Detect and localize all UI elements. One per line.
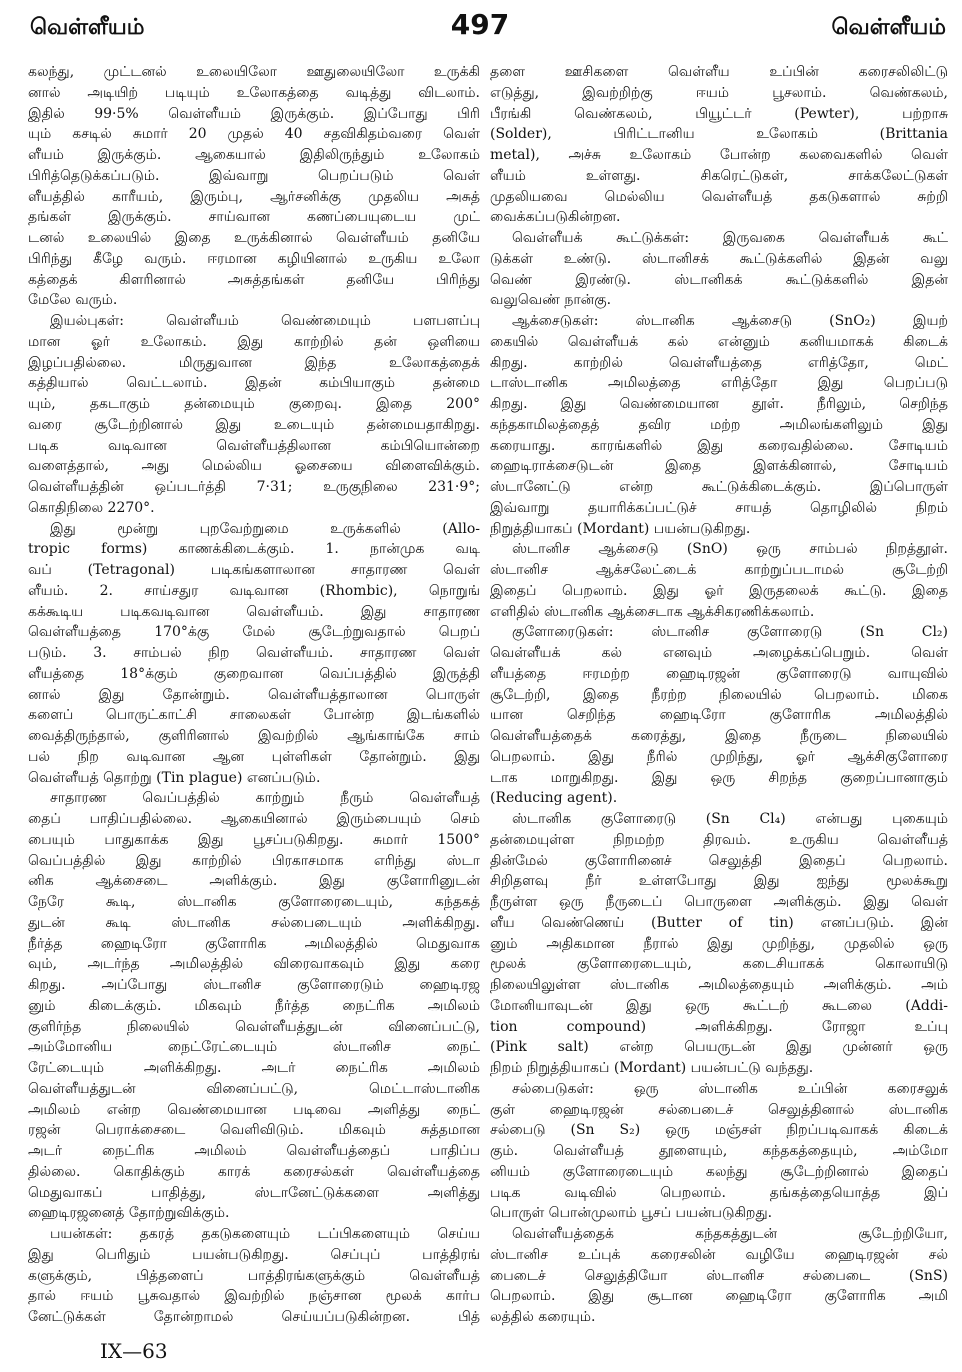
text-line: பெறலாம். இது சூடான ஹைடிரோ குளோரிக அமி [490, 1288, 948, 1305]
text-line: பல் நிற வடிவான ஆன புள்ளிகள் தோன்றும். இது [28, 748, 480, 765]
text-line: ளீயம் இருக்கும். ஆகையால் இதிலிருந்தும் உலோகம் [28, 147, 480, 163]
text-line: அமிலம் என்ற வெண்மையான படிவை அளித்து நைட் [28, 1101, 480, 1118]
text-line: எளிதில் ஸ்டானிக ஆக்சைடாக ஆக்சிகரணிக்கலாம். [490, 603, 815, 620]
text-line: கிறது. அப்போது ஸ்டானிச குளோரைடும் ஹைடிரஜ [28, 977, 480, 993]
text-line: ளீயம். 2. சாய்சதுர வடிவான (Rhombic), நொறுங் [28, 582, 480, 599]
text-line: கக்கூடிய படிகவடிவான வெள்ளீயம். இது சாதாரண [28, 603, 480, 620]
text-line: களைப் பொருட்காட்சி சாலைகள் போன்ற இடங்களில் [28, 707, 480, 724]
text-line: வெள்ளீயத்தைக் கந்தகத்துடன் சூடேற்றியோ, [512, 1226, 948, 1242]
text-line: படிக வடிவான வெள்ளீயத்திலான கம்பியொன்றை [28, 437, 480, 454]
text-line: வளைத்தால், அது மெல்லிய ஓசையை விளைவிக்கும். [28, 458, 480, 475]
text-line: னால் அடியிற் படியும் உலோகத்தை வடித்து விடலாம். [28, 84, 480, 101]
text-line: ளீய வெண்ணெய் (Butter of tin) எனப்படும். இன் [490, 914, 948, 931]
text-line: வெண் இரண்டு. ஸ்டானிகக் கூட்டுக்களில் இதன் [490, 271, 948, 288]
text-line: கொதிநிலை 2270°. [28, 499, 155, 516]
footer-signature: IX—63 [100, 1339, 168, 1363]
text-line: ளீயத்தில் காரீயம், இரும்பு, ஆர்சனிக்கு முதலிய அசுத் [28, 188, 480, 205]
text-line: தில்லை. கொதிக்கும் காரக் கரைசல்கள் வெள்ளீயத்தை [28, 1163, 480, 1180]
text-line: இது மூன்று புறவேற்றுமை உருக்களில் (Allo- [50, 520, 480, 537]
text-line: குள் ஹைடிரஜன் சல்பைடைச் செலுத்தினால் ஸ்டானிக [490, 1101, 948, 1118]
left-column [28, 62, 480, 1334]
text-line: டனல் உலையில் இதை உருக்கினால் வெள்ளீயம் தனியே [28, 230, 480, 246]
text-line: பீரங்கி வெண்கலம், பியூட்டர் (Pewter), பற்றாசு [490, 105, 948, 122]
page-number: 497 [450, 8, 510, 41]
text-line: இயல்புகள்: வெள்ளீயம் வெண்மையும் பளபளப்பு [50, 313, 480, 329]
text-line: பைடைச் செலுத்தியோ ஸ்டானிச சல்பைடை (SnS) [490, 1267, 948, 1284]
text-line: வப் (Tetragonal) படிகங்களாலான சாதாரண வெள் [28, 562, 480, 578]
text-line: தளை ஊசிகளை வெள்ளீய உப்பின் கரைசலிலிட்டு [490, 64, 948, 80]
text-line: நிலையிலுள்ள ஸ்டானிக அமிலத்தையும் அளிக்கும். அம் [490, 977, 948, 993]
text-line: வெப்பத்தில் இது காற்றில் பிரகாசமாக எரிந்து ஸ்டா [28, 852, 480, 869]
text-line: metal), அச்சு உலோகம் போன்ற கலவைகளில் வெள் [490, 147, 948, 163]
text-line: அடர் நைட்ரிக அமிலம் வெள்ளீயத்தைப் பாதிப்ப [28, 1143, 480, 1159]
text-line: ரேட்டையும் அளிக்கிறது. அடர் நைட்ரிக அமிலம் [28, 1060, 480, 1076]
text-line: யான செறிந்த ஹைடிரோ குளோரிக அமிலத்தில் [490, 707, 948, 724]
text-line: வெள்ளீயத்தைக் கரைத்து, இதை நீருடை நிலையில் [490, 728, 948, 744]
text-line: வெள்ளீயக் கூட்டுக்கள்: இருவகை வெள்ளீயக் கூட் [512, 230, 948, 246]
text-line: வைத்திருந்தால், குளிரினால் இவற்றில் ஆங்காங்கே சாம் [28, 728, 480, 744]
text-line: ஸ்டானிச ஆக்சைடு (SnO) ஒரு சாம்பல் நிறத்தூள். [512, 541, 948, 558]
text-line: குளோரைடுகள்: ஸ்டானிச குளோரைடு (Sn Cl₂) [512, 624, 948, 641]
text-line: கத்தியால் வெட்டலாம். இதன் கம்பியாகும் தன்மை [28, 375, 480, 392]
running-head-left: வெள்ளீயம் [30, 14, 145, 40]
text-line: சல்பைடு (Sn S₂) ஒரு மஞ்சள் நிறப்படிவாகக் கிடைக் [490, 1122, 948, 1139]
text-line: வும், அடர்ந்த அமிலத்தில் விரைவாகவும் இது கரை [28, 956, 480, 973]
paragraph [490, 228, 948, 311]
text-line: tion compound) அளிக்கிறது. ரோஜா உப்பு [490, 1018, 948, 1035]
text-line: முதலியவை மெல்லிய வெள்ளீயத் தகடுகளால் சுற்றி [490, 188, 948, 205]
text-line: (Reducing agent). [490, 790, 618, 807]
text-line: வெள்ளீயக் கல் எனவும் அழைக்கப்பெறும். வெள் [490, 645, 948, 661]
paragraph [490, 539, 948, 622]
text-line: மேலே வரும். [28, 292, 118, 309]
text-line: இழப்பதில்லை. மிருதுவான இந்த உலோகத்தைக் [28, 354, 480, 371]
paragraph [28, 788, 480, 1224]
text-line: சூடேற்றி, இதை நீரற்ற நிலையில் பெறலாம். மிகை [490, 686, 948, 703]
text-line: ஹைடிராக்சைடுடன் இதை இளக்கினால், சோடியம் [490, 458, 948, 475]
text-line: கையில் வெள்ளீயக் கல் என்னும் கனியமாகக் கிடைக் [490, 333, 948, 350]
text-line: கத்தைக் கிளரினால் அசுத்தங்கள் தனியே பிரிந்து [28, 271, 480, 288]
text-line: பயன்கள்: தகரத் தகடுகளையும் டப்பிகளையும் செய்ய [50, 1226, 480, 1242]
text-line: னியம் குளோரைடையும் கலந்து சூடேற்றினால் இதைப் [490, 1163, 948, 1180]
text-line: துடன் கூடி ஸ்டானிக சல்பைடையும் அளிக்கிறது. [28, 914, 480, 931]
text-line: tropic forms) காணக்கிடைக்கும். 1. நான்முக வடி [28, 541, 480, 558]
text-line: நீர்த்த ஹைடிரோ குளோரிக அமிலத்தில் மெதுவாக [28, 935, 480, 952]
text-line: தங்கள் இருக்கும். சாய்வான கணப்பையுடைய முட் [28, 209, 480, 226]
text-line: ரஜன் பெராக்சைடை வெளிவிடும். மிகவும் சுத்தமான [28, 1122, 480, 1139]
text-line: சாதாரண வெப்பத்தில் காற்றும் நீரும் வெள்ளீயத் [50, 790, 480, 807]
text-line: கும். வெள்ளீயத் தூளையும், கந்தகத்தையும், அம்மோ [490, 1143, 948, 1159]
text-line: சல்பைடுகள்: ஒரு ஸ்டானிக உப்பின் கரைசலுக் [512, 1080, 948, 1097]
text-line: யும் கசடில் சுமார் 20 முதல் 40 சதவிகிதம்வரை வெள் [28, 126, 480, 143]
text-line: ளீயம் உள்ளது. சிகரெட்டுகள், சாக்கலேட்டுகள் [490, 167, 948, 184]
text-line: நிறுத்தியாகப் (Mordant) பயன்படுகிறது. [490, 520, 751, 537]
text-line: கரையாது. காரங்களில் இது கரைவதில்லை. சோடியம் [490, 437, 948, 454]
paragraph [490, 809, 948, 1079]
text-line: படிக வடிவில் பெறலாம். தங்கத்தையொத்த இப் [490, 1184, 948, 1201]
text-line: (Solder), பிரிட்டானிய உலோகம் (Brittania [490, 126, 948, 143]
text-line: ஸ்டானிச உப்புக் கரைசலின் வழியே ஹைடிரஜன் சல் [490, 1246, 948, 1263]
text-line: மோனியாவுடன் இது ஒரு கூட்டற் கூடலை (Addi- [490, 997, 948, 1014]
text-line: நிறம் நிறுத்தியாகப் (Mordant) பயன்பட்டு வந்தது. [490, 1060, 814, 1076]
text-line: தின்மேல் குளோரினைச் செலுத்தி இதைப் பெறலாம். [490, 852, 948, 869]
text-line: லத்தில் கரையும். [490, 1309, 596, 1325]
text-line: னேட்டுக்கள் தோன்றாமல் செய்யப்படுகின்றன. பித் [28, 1309, 480, 1325]
text-line: ளீயத்தை 18°க்கும் குறைவான வெப்பத்தில் இருத்தி [28, 665, 480, 682]
paragraph [490, 62, 948, 228]
text-line: (Pink salt) என்ற பெயருடன் இது முன்னர் ஒரு [490, 1039, 948, 1056]
text-line: சிறிதளவு நீர் உள்ளபோது இது ஐந்து மூலக்கூறு [490, 873, 948, 890]
text-line: வரை சூடேற்றினால் இது உடையும் தன்மையதாகிறது. [28, 416, 480, 433]
text-line: ஸ்டானேட்டு என்ற கூட்டுக்கிடைக்கும். இப்பொருள் [490, 479, 948, 495]
text-line: வைக்கப்படுகின்றன. [490, 209, 621, 226]
text-line: யும், தகடாகும் தன்மையும் குறைவு. இதை 200° [28, 396, 480, 412]
text-line: நீருள்ள ஒரு நீருடைப் பொருளை அளிக்கும். இது வெள் [490, 894, 948, 910]
text-line: வெள்ளீயத் தொற்று (Tin plague) எனப்படும். [28, 769, 321, 786]
text-line: தைப் பாதிப்பதில்லை. ஆகையினால் இரும்பையும் செம் [28, 811, 480, 827]
text-line: பெறலாம். இது நீரில் முறிந்து, ஓர் ஆக்சிகுளோரை [490, 748, 948, 765]
text-line: கலந்து, முட்டனல் உலையிலோ ஊதுலையிலோ உருக்கி [28, 64, 480, 80]
text-line: கிறது. காற்றில் வெள்ளீயத்தை எரித்தோ, மெட் [490, 354, 948, 371]
text-line: வெள்ளீயத்துடன் வினைப்பட்டு, மெட்டாஸ்டானிக [28, 1080, 480, 1097]
text-line: டுக்கள் உண்டு. ஸ்டானிசக் கூட்டுக்களில் இதன் வலு [490, 250, 948, 267]
text-line: பையும் பாதுகாக்க இது பூசப்படுகிறது. சுமார் 1500° [28, 831, 480, 848]
text-line: வலுவெண் நான்கு. [490, 292, 612, 309]
text-line: பொருள் பொன்முலாம் பூசப் பயன்படுகிறது. [490, 1205, 773, 1222]
paragraph [28, 519, 480, 789]
text-line: இவ்வாறு தயாரிக்கப்பட்டுச் சாயத் தொழிலில் நிறம் [490, 499, 948, 516]
text-line: ஸ்டானிக குளோரைடு (Sn Cl₄) என்பது புகையும் [512, 811, 948, 827]
text-line: னிக ஆக்சைடை அளிக்கும். இது குளோரினுடன் [28, 873, 480, 890]
text-line: பிரித்தெடுக்கப்படும். இவ்வாறு பெறப்படும் வெள் [28, 167, 480, 184]
text-line: இதைப் பெறலாம். இது ஓர் இருதலைக் கூட்டு. இதை [490, 582, 948, 599]
text-line: ளீயத்தை ஈரமற்ற ஹைடிரஜன் குளோரைடு வாயுவில் [490, 665, 948, 682]
text-line: பிரிந்து கீழே வரும். ஈரமான கழியினால் உருகிய உலோ [28, 250, 480, 267]
text-line: தன்மையுள்ள நிறமற்ற திரவம். உருகிய வெள்ளீயத் [490, 831, 948, 848]
text-line: இது பெரிதும் பயன்படுகிறது. செப்புப் பாத்திரங் [28, 1246, 480, 1263]
text-line: னும் அதிகமான நீரால் இது முறிந்து, முதலில் ஒரு [490, 935, 948, 952]
text-line: டாஸ்டானிக அமிலத்தை எரித்தோ இது பெறப்படு [490, 375, 948, 392]
text-line: மான ஓர் உலோகம். இது காற்றில் தன் ஒளியை [28, 333, 480, 350]
paragraph [28, 62, 480, 311]
paragraph [490, 1079, 948, 1224]
text-line: டாக மாறுகிறது. இது ஒரு சிறந்த குறைப்பானாகும் [490, 769, 948, 786]
text-line: ஆக்சைடுகள்: ஸ்டானிக ஆக்சைடு (SnO₂) இயற் [512, 313, 948, 329]
text-line: படும். 3. சாம்பல் நிற வெள்ளீயம். சாதாரண வெள் [28, 645, 480, 661]
text-line: மெதுவாகப் பாதித்து, ஸ்டானேட்டுக்களை அளித்து [28, 1184, 480, 1201]
paragraph [28, 1224, 480, 1328]
text-line: எடுத்து, இவற்றிற்கு ஈயம் பூசலாம். வெண்கலம், [490, 84, 948, 101]
text-line: ஹைடிரஜனைத் தோற்றுவிக்கும். [28, 1205, 230, 1222]
text-line: நேரே கூடி, ஸ்டானிக குளோரைடையும், கந்தகத் [28, 894, 480, 910]
text-line: ஸ்டானிச ஆக்சலேட்டைக் காற்றுப்படாமல் சூடேற்றி [490, 562, 948, 578]
text-line: களுக்கும், பித்தளைப் பாத்திரங்களுக்கும் வெள்ளீயத் [28, 1267, 480, 1284]
text-line: மூலக் குளோரைடையும், கடைசியாகக் கொலாயிடு [490, 956, 948, 973]
text-line: கிறது. இது வெண்மையான தூள். நீரிலும், செறிந்த [490, 396, 948, 412]
paragraph [28, 311, 480, 519]
text-line: வெள்ளீயத்தின் ஒப்படர்த்தி 7·31; உருகுநிலை 231·9°; [28, 479, 480, 495]
text-line: னால் இது தோன்றும். வெள்ளீயத்தாலான பொருள் [28, 686, 480, 703]
text-line: குளிர்ந்த நிலையில் வெள்ளீயத்துடன் வினைப்பட்டு, [28, 1018, 480, 1035]
text-line: தால் ஈயம் பூசுவதால் இவற்றில் நஞ்சான மூலக் கார்ப [28, 1288, 480, 1305]
text-line: னும் கிடைக்கும். மிகவும் நீர்த்த நைட்ரிக அமிலம் [28, 997, 480, 1014]
text-line: கந்தகாமிலத்தைத் தவிர மற்ற அமிலங்களிலும் இது [490, 416, 948, 433]
running-head-right: வெள்ளீயம் [831, 14, 946, 40]
paragraph [490, 622, 948, 809]
text-line: வெள்ளீயத்தை 170°க்கு மேல் சூடேற்றுவதால் பெறப் [28, 624, 480, 641]
paragraph [490, 1224, 948, 1328]
paragraph [490, 311, 948, 539]
text-line: இதில் 99·5% வெள்ளீயம் இருக்கும். இப்போது பிரி [28, 105, 480, 122]
text-line: அம்மோனிய நைட்ரேட்டையும் ஸ்டானிச நைட் [28, 1039, 480, 1056]
right-column [490, 62, 948, 1334]
